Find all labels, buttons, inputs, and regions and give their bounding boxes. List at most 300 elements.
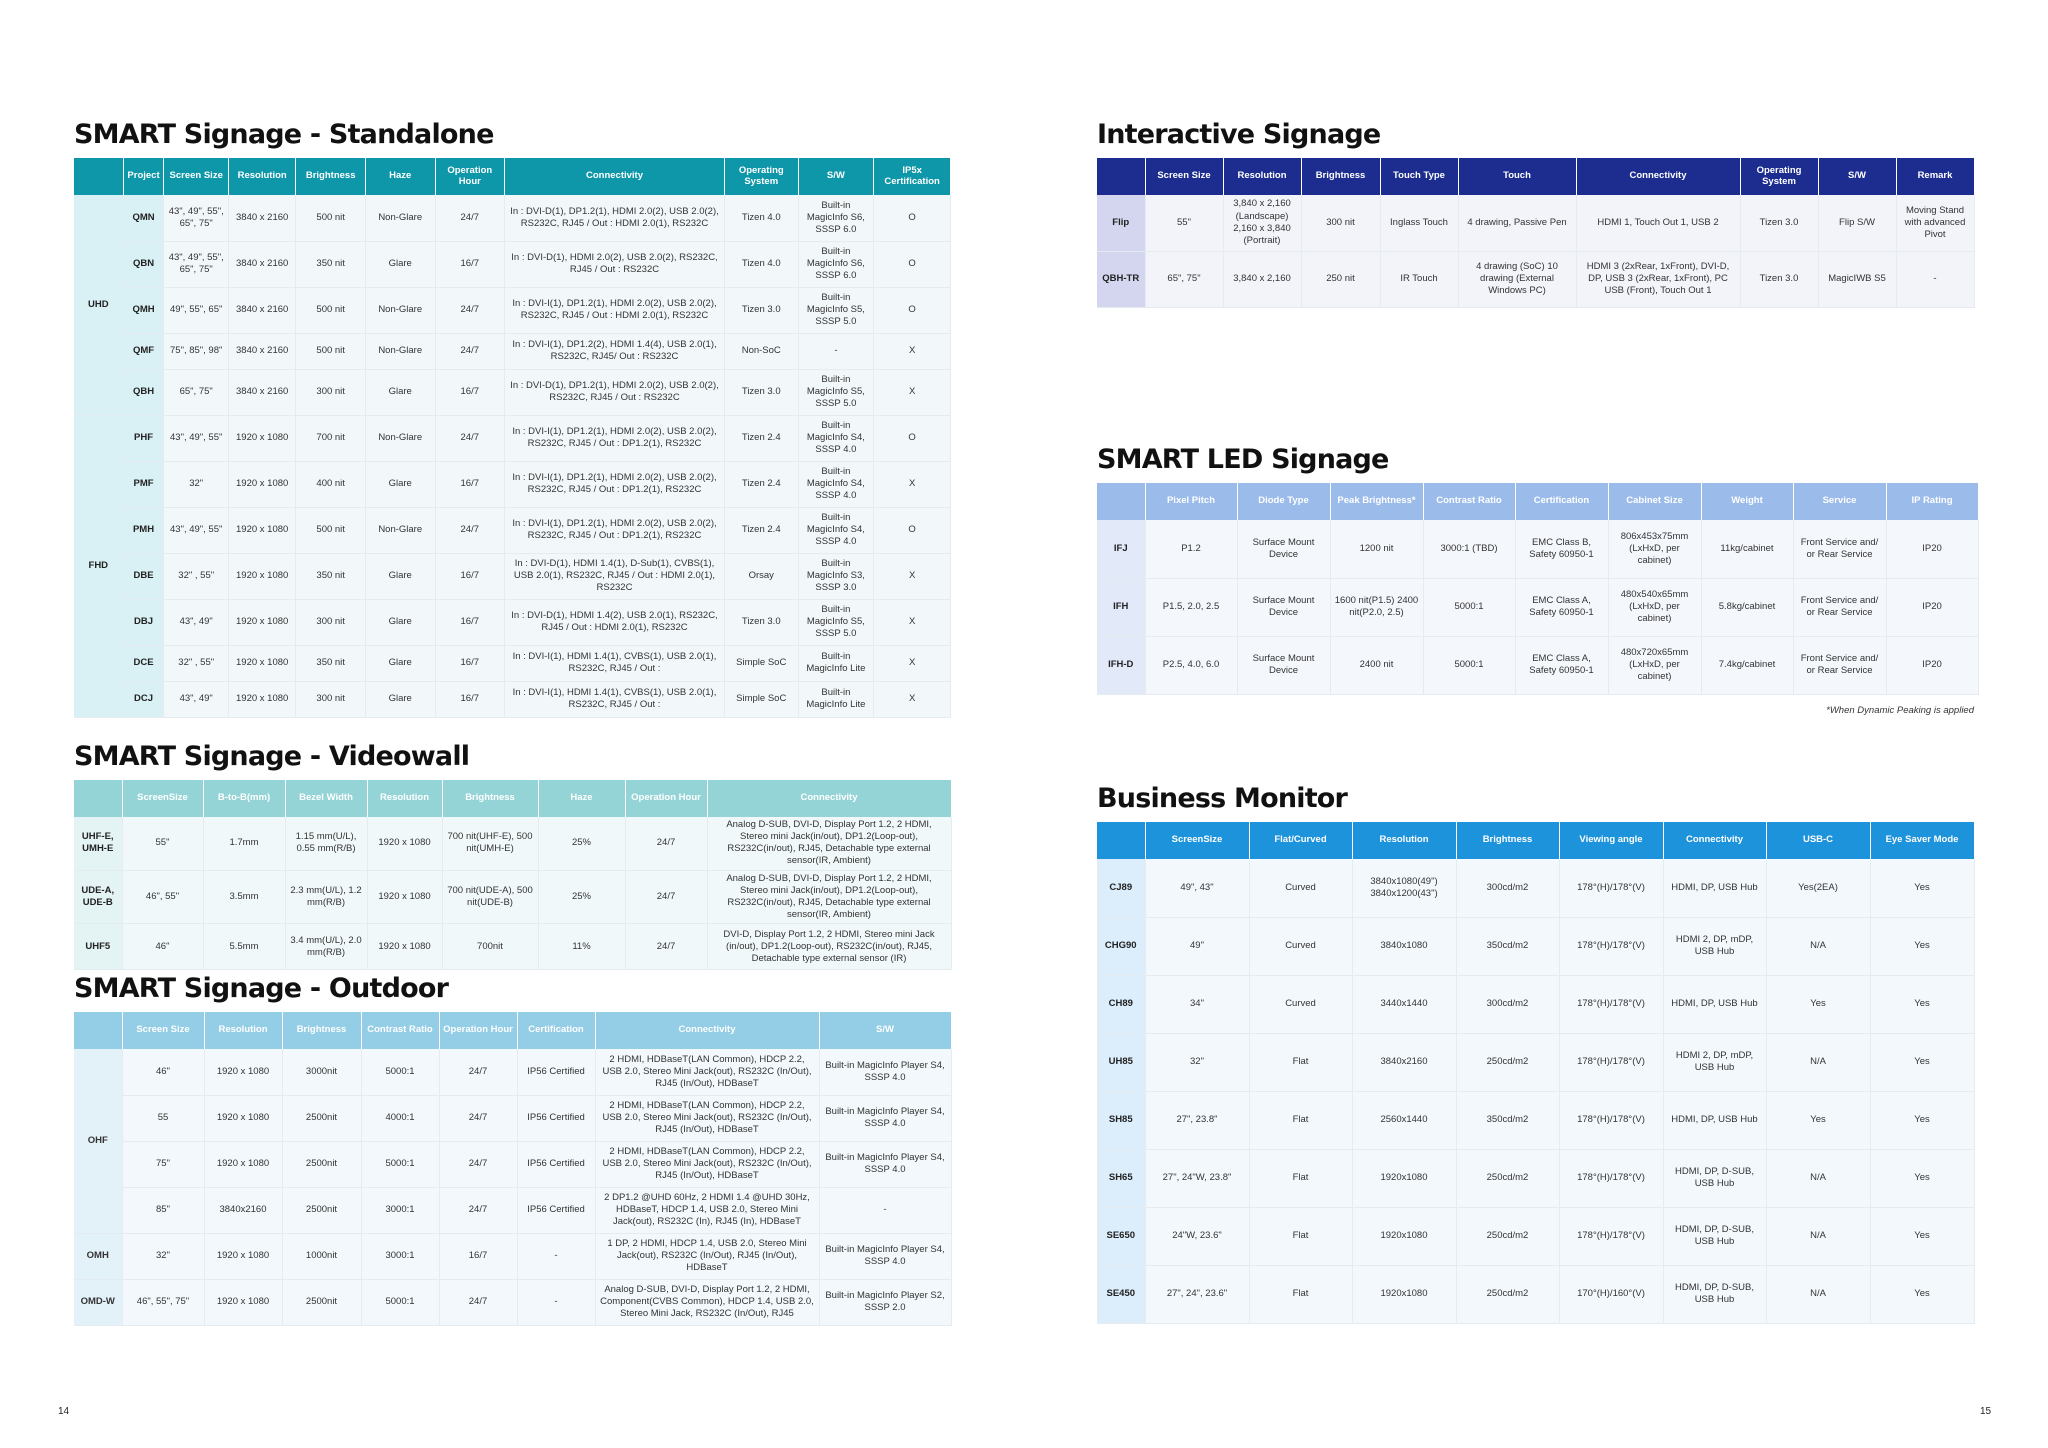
- outdoor-cell: Analog D-SUB, DVI-D, Display Port 1.2, 2 HDMI, Component(CVBS Common), HDCP 1.4, USB 2.0, Stereo Mini Jack, RS232C (In/Out), RJ45: [595, 1279, 819, 1325]
- standalone-cell: 400 nit: [296, 461, 366, 507]
- interactive-cell: MagicIWB S5: [1818, 251, 1896, 307]
- business-header: [1097, 822, 1145, 859]
- outdoor-cell: 85": [122, 1187, 204, 1233]
- led-cell: EMC Class A, Safety 60950-1: [1515, 636, 1608, 694]
- business-row-label: CHG90: [1097, 917, 1145, 975]
- business-cell: 178°(H)/178°(V): [1559, 1091, 1663, 1149]
- interactive-cell: IR Touch: [1380, 251, 1458, 307]
- standalone-cell: Non-Glare: [365, 195, 435, 241]
- business-section: [1097, 785, 1974, 1324]
- led-header: Diode Type: [1237, 483, 1330, 520]
- outdoor-title: SMART Signage - Outdoor: [74, 973, 449, 1004]
- outdoor-row: [74, 1049, 951, 1095]
- standalone-cell: -: [798, 333, 874, 369]
- videowall-title: SMART Signage - Videowall: [74, 741, 470, 772]
- business-row: [1097, 975, 1974, 1033]
- led-cell: IP20: [1886, 636, 1978, 694]
- outdoor-table: [74, 1012, 952, 1326]
- standalone-cell: Built-in MagicInfo S4, SSSP 4.0: [798, 461, 874, 507]
- outdoor-cell: -: [819, 1187, 951, 1233]
- videowall-cell: 700 nit(UDE-A), 500 nit(UDE-B): [442, 870, 538, 924]
- outdoor-cell: IP56 Certified: [517, 1049, 595, 1095]
- business-cell: Flat: [1249, 1265, 1352, 1323]
- videowall-cell: DVI-D, Display Port 1.2, 2 HDMI, Stereo mini Jack (in/out), DP1.2(Loop-out), RS232C(in/out), RJ45, Detachable type external sensor (IR): [707, 924, 951, 970]
- standalone-row-label: DCE: [123, 645, 164, 681]
- standalone-cell: 24/7: [435, 287, 505, 333]
- standalone-row-label: PHF: [123, 415, 164, 461]
- business-cell: 24"W, 23.6": [1145, 1207, 1249, 1265]
- standalone-cell: O: [874, 287, 951, 333]
- business-cell: 49", 43": [1145, 859, 1249, 917]
- outdoor-cell: 2500nit: [282, 1187, 361, 1233]
- standalone-cell: Non-SoC: [724, 333, 798, 369]
- videowall-row: [74, 924, 951, 970]
- outdoor-group-label: OHF: [74, 1049, 122, 1233]
- standalone-header: Project: [123, 158, 164, 195]
- outdoor-row: [74, 1141, 951, 1187]
- standalone-header: Haze: [365, 158, 435, 195]
- standalone-cell: 49", 55", 65": [164, 287, 228, 333]
- business-cell: Flat: [1249, 1149, 1352, 1207]
- standalone-cell: In : DVI-D(1), DP1.2(1), HDMI 2.0(2), USB 2.0(2), RS232C, RJ45 / Out : HDMI 2.0(1), RS232C: [505, 195, 725, 241]
- standalone-cell: O: [874, 241, 951, 287]
- standalone-cell: 16/7: [435, 681, 505, 717]
- business-cell: 3840x1080: [1352, 917, 1456, 975]
- business-cell: 32": [1145, 1033, 1249, 1091]
- standalone-cell: In : DVI-I(1), HDMI 1.4(1), CVBS(1), USB 2.0(1), RS232C, RJ45 / Out :: [505, 645, 725, 681]
- outdoor-cell: 3840x2160: [204, 1187, 282, 1233]
- outdoor-cell: 2 DP1.2 @UHD 60Hz, 2 HDMI 1.4 @UHD 30Hz, HDBaseT, HDCP 1.4, USB 2.0, Stereo Mini Jack(out), RS232C (In), RJ45 (In), HDBaseT: [595, 1187, 819, 1233]
- standalone-cell: 16/7: [435, 553, 505, 599]
- led-table: [1097, 483, 1979, 695]
- business-cell: 300cd/m2: [1456, 975, 1559, 1033]
- standalone-row-label: DBJ: [123, 599, 164, 645]
- standalone-cell: Built-in MagicInfo S5, SSSP 5.0: [798, 599, 874, 645]
- standalone-row-label: PMF: [123, 461, 164, 507]
- business-cell: Yes: [1870, 1207, 1974, 1265]
- interactive-row: [1097, 251, 1974, 307]
- business-cell: HDMI, DP, USB Hub: [1663, 1091, 1766, 1149]
- standalone-cell: Glare: [365, 645, 435, 681]
- standalone-cell: In : DVI-I(1), DP1.2(2), HDMI 1.4(4), USB 2.0(1), RS232C, RJ45/ Out : RS232C: [505, 333, 725, 369]
- outdoor-cell: Built-in MagicInfo Player S4, SSSP 4.0: [819, 1141, 951, 1187]
- standalone-cell: In : DVI-D(1), HDMI 1.4(2), USB 2.0(1), RS232C, RJ45 / Out : HDMI 2.0(1), RS232C: [505, 599, 725, 645]
- business-cell: Flat: [1249, 1207, 1352, 1265]
- standalone-cell: 500 nit: [296, 333, 366, 369]
- business-cell: Yes(2EA): [1766, 859, 1870, 917]
- standalone-cell: Orsay: [724, 553, 798, 599]
- led-cell: 480x720x65mm (LxHxD, per cabinet): [1608, 636, 1701, 694]
- standalone-cell: 75", 85", 98": [164, 333, 228, 369]
- business-title: Business Monitor: [1097, 783, 1348, 814]
- standalone-cell: 500 nit: [296, 287, 366, 333]
- standalone-cell: Glare: [365, 681, 435, 717]
- standalone-cell: Simple SoC: [724, 681, 798, 717]
- standalone-cell: Non-Glare: [365, 287, 435, 333]
- standalone-cell: 32" , 55": [164, 553, 228, 599]
- led-section: [1097, 446, 1974, 716]
- business-cell: 300cd/m2: [1456, 859, 1559, 917]
- led-row: [1097, 578, 1978, 636]
- standalone-cell: Tizen 4.0: [724, 195, 798, 241]
- outdoor-header: Connectivity: [595, 1012, 819, 1049]
- videowall-header: Operation Hour: [625, 780, 707, 817]
- business-cell: 3840x1080(49") 3840x1200(43"): [1352, 859, 1456, 917]
- standalone-cell: 1920 x 1080: [228, 599, 296, 645]
- interactive-cell: 250 nit: [1301, 251, 1380, 307]
- standalone-cell: 1920 x 1080: [228, 461, 296, 507]
- standalone-cell: 3840 x 2160: [228, 287, 296, 333]
- outdoor-cell: 24/7: [439, 1279, 517, 1325]
- outdoor-cell: 24/7: [439, 1049, 517, 1095]
- videowall-cell: Analog D-SUB, DVI-D, Display Port 1.2, 2 HDMI, Stereo mini Jack(in/out), DP1.2(Loop-out), RS232C(in/out), RJ45, Detachable type external sensor(IR, Ambient): [707, 817, 951, 870]
- interactive-header: Touch Type: [1380, 158, 1458, 195]
- standalone-cell: Glare: [365, 599, 435, 645]
- standalone-row: [74, 599, 951, 645]
- standalone-row: [74, 645, 951, 681]
- standalone-cell: O: [874, 195, 951, 241]
- videowall-cell: 24/7: [625, 817, 707, 870]
- standalone-cell: O: [874, 415, 951, 461]
- business-cell: N/A: [1766, 1033, 1870, 1091]
- led-row: [1097, 636, 1978, 694]
- led-cell: EMC Class A, Safety 60950-1: [1515, 578, 1608, 636]
- business-cell: N/A: [1766, 1265, 1870, 1323]
- standalone-group-label: UHD: [74, 195, 123, 415]
- standalone-row-label: QMH: [123, 287, 164, 333]
- led-header: Cabinet Size: [1608, 483, 1701, 520]
- interactive-header: Screen Size: [1145, 158, 1223, 195]
- business-cell: 250cd/m2: [1456, 1033, 1559, 1091]
- business-header: USB-C: [1766, 822, 1870, 859]
- business-cell: Curved: [1249, 917, 1352, 975]
- led-header: Peak Brightness*: [1330, 483, 1423, 520]
- business-cell: 178°(H)/178°(V): [1559, 1033, 1663, 1091]
- videowall-cell: 3.5mm: [203, 870, 285, 924]
- led-cell: EMC Class B, Safety 60950-1: [1515, 520, 1608, 578]
- standalone-row-label: QBH: [123, 369, 164, 415]
- outdoor-cell: 2 HDMI, HDBaseT(LAN Common), HDCP 2.2, USB 2.0, Stereo Mini Jack(out), RS232C (In/Out), RJ45 (In/Out), HDBaseT: [595, 1141, 819, 1187]
- standalone-cell: Tizen 2.4: [724, 507, 798, 553]
- outdoor-header: Contrast Ratio: [361, 1012, 439, 1049]
- standalone-row-label: DCJ: [123, 681, 164, 717]
- standalone-cell: 24/7: [435, 415, 505, 461]
- standalone-cell: In : DVI-I(1), DP1.2(1), HDMI 2.0(2), USB 2.0(2), RS232C, RJ45 / Out : DP1.2(1), RS232C: [505, 461, 725, 507]
- led-cell: P1.2: [1145, 520, 1237, 578]
- outdoor-header: Certification: [517, 1012, 595, 1049]
- business-cell: 3840x2160: [1352, 1033, 1456, 1091]
- standalone-cell: 1920 x 1080: [228, 645, 296, 681]
- led-cell: Surface Mount Device: [1237, 520, 1330, 578]
- outdoor-header: Resolution: [204, 1012, 282, 1049]
- standalone-cell: 65", 75": [164, 369, 228, 415]
- outdoor-header: [74, 1012, 122, 1049]
- standalone-cell: 300 nit: [296, 599, 366, 645]
- business-cell: Yes: [1870, 1265, 1974, 1323]
- standalone-cell: 500 nit: [296, 507, 366, 553]
- led-header: IP Rating: [1886, 483, 1978, 520]
- interactive-cell: -: [1896, 251, 1974, 307]
- videowall-row: [74, 870, 951, 924]
- videowall-table: [74, 780, 952, 970]
- standalone-cell: 43", 49", 55", 65", 75": [164, 195, 228, 241]
- business-row-label: SE650: [1097, 1207, 1145, 1265]
- business-header: Viewing angle: [1559, 822, 1663, 859]
- led-cell: IP20: [1886, 578, 1978, 636]
- standalone-cell: 32" , 55": [164, 645, 228, 681]
- standalone-cell: 43", 49": [164, 599, 228, 645]
- business-cell: Yes: [1870, 1091, 1974, 1149]
- outdoor-section: [74, 975, 951, 1326]
- outdoor-cell: IP56 Certified: [517, 1095, 595, 1141]
- interactive-header: Remark: [1896, 158, 1974, 195]
- standalone-header: Operation Hour: [435, 158, 505, 195]
- business-cell: 250cd/m2: [1456, 1265, 1559, 1323]
- business-cell: 178°(H)/178°(V): [1559, 1149, 1663, 1207]
- videowall-row: [74, 817, 951, 870]
- videowall-cell: 2.3 mm(U/L), 1.2 mm(R/B): [285, 870, 367, 924]
- outdoor-cell: -: [517, 1279, 595, 1325]
- standalone-cell: X: [874, 553, 951, 599]
- led-row: [1097, 520, 1978, 578]
- led-header: [1097, 483, 1145, 520]
- standalone-cell: Tizen 3.0: [724, 369, 798, 415]
- standalone-cell: 350 nit: [296, 645, 366, 681]
- business-row: [1097, 917, 1974, 975]
- interactive-header: S/W: [1818, 158, 1896, 195]
- standalone-cell: 1920 x 1080: [228, 507, 296, 553]
- business-cell: Flat: [1249, 1033, 1352, 1091]
- standalone-row: [74, 507, 951, 553]
- standalone-cell: 16/7: [435, 645, 505, 681]
- interactive-cell: Flip S/W: [1818, 195, 1896, 251]
- business-row: [1097, 1149, 1974, 1207]
- videowall-row-label: UDE-A, UDE-B: [74, 870, 122, 924]
- videowall-header: B-to-B(mm): [203, 780, 285, 817]
- standalone-cell: 16/7: [435, 241, 505, 287]
- business-cell: 250cd/m2: [1456, 1207, 1559, 1265]
- standalone-cell: Built-in MagicInfo Lite: [798, 681, 874, 717]
- business-cell: Flat: [1249, 1091, 1352, 1149]
- led-cell: P1.5, 2.0, 2.5: [1145, 578, 1237, 636]
- interactive-cell: 4 drawing (SoC) 10 drawing (External Windows PC): [1458, 251, 1576, 307]
- videowall-cell: 1.7mm: [203, 817, 285, 870]
- business-header: Eye Saver Mode: [1870, 822, 1974, 859]
- business-row-label: SH65: [1097, 1149, 1145, 1207]
- business-cell: 49": [1145, 917, 1249, 975]
- led-row-label: IFJ: [1097, 520, 1145, 578]
- videowall-section: [74, 743, 951, 970]
- outdoor-cell: 55: [122, 1095, 204, 1141]
- business-cell: HDMI, DP, D-SUB, USB Hub: [1663, 1265, 1766, 1323]
- business-header: Brightness: [1456, 822, 1559, 859]
- standalone-row: [74, 461, 951, 507]
- business-cell: 170°(H)/160°(V): [1559, 1265, 1663, 1323]
- standalone-cell: Simple SoC: [724, 645, 798, 681]
- led-header: Pixel Pitch: [1145, 483, 1237, 520]
- outdoor-group-label: OMD-W: [74, 1279, 122, 1325]
- standalone-cell: O: [874, 507, 951, 553]
- interactive-row-label: Flip: [1097, 195, 1145, 251]
- standalone-cell: In : DVI-D(1), HDMI 2.0(2), USB 2.0(2), RS232C, RJ45 / Out : RS232C: [505, 241, 725, 287]
- interactive-table: [1097, 158, 1975, 308]
- standalone-row: [74, 369, 951, 415]
- standalone-cell: Non-Glare: [365, 333, 435, 369]
- standalone-cell: Built-in MagicInfo Lite: [798, 645, 874, 681]
- standalone-cell: 24/7: [435, 333, 505, 369]
- interactive-cell: 55": [1145, 195, 1223, 251]
- outdoor-cell: 5000:1: [361, 1141, 439, 1187]
- standalone-cell: X: [874, 369, 951, 415]
- led-cell: 806x453x75mm (LxHxD, per cabinet): [1608, 520, 1701, 578]
- videowall-cell: Analog D-SUB, DVI-D, Display Port 1.2, 2 HDMI, Stereo mini Jack(in/out), DP1.2(Loop-out), RS232C(in/out), RJ45, Detachable type external sensor(IR, Ambient): [707, 870, 951, 924]
- outdoor-cell: Built-in MagicInfo Player S4, SSSP 4.0: [819, 1233, 951, 1279]
- outdoor-group-label: OMH: [74, 1233, 122, 1279]
- outdoor-cell: 75": [122, 1141, 204, 1187]
- business-cell: HDMI 2, DP, mDP, USB Hub: [1663, 917, 1766, 975]
- standalone-header: IP5x Certification: [874, 158, 951, 195]
- led-cell: 480x540x65mm (LxHxD, per cabinet): [1608, 578, 1701, 636]
- videowall-header: Resolution: [367, 780, 442, 817]
- standalone-row-label: QMN: [123, 195, 164, 241]
- outdoor-cell: 1000nit: [282, 1233, 361, 1279]
- business-row-label: CJ89: [1097, 859, 1145, 917]
- led-cell: 5000:1: [1423, 636, 1515, 694]
- videowall-cell: 1.15 mm(U/L), 0.55 mm(R/B): [285, 817, 367, 870]
- outdoor-cell: 1920 x 1080: [204, 1095, 282, 1141]
- standalone-cell: 43", 49", 55", 65", 75": [164, 241, 228, 287]
- business-header: ScreenSize: [1145, 822, 1249, 859]
- led-cell: Front Service and/ or Rear Service: [1793, 520, 1886, 578]
- outdoor-cell: 2500nit: [282, 1141, 361, 1187]
- outdoor-cell: Built-in MagicInfo Player S4, SSSP 4.0: [819, 1095, 951, 1141]
- standalone-cell: 3840 x 2160: [228, 241, 296, 287]
- outdoor-cell: 3000nit: [282, 1049, 361, 1095]
- business-cell: HDMI, DP, USB Hub: [1663, 975, 1766, 1033]
- outdoor-cell: 24/7: [439, 1187, 517, 1233]
- standalone-cell: 43", 49": [164, 681, 228, 717]
- business-cell: 1920x1080: [1352, 1149, 1456, 1207]
- standalone-cell: 16/7: [435, 369, 505, 415]
- standalone-cell: 24/7: [435, 195, 505, 241]
- business-cell: 350cd/m2: [1456, 917, 1559, 975]
- standalone-cell: Tizen 4.0: [724, 241, 798, 287]
- videowall-cell: 1920 x 1080: [367, 817, 442, 870]
- standalone-cell: X: [874, 599, 951, 645]
- business-cell: 1920x1080: [1352, 1207, 1456, 1265]
- outdoor-row: [74, 1279, 951, 1325]
- standalone-cell: 350 nit: [296, 241, 366, 287]
- interactive-cell: 65", 75": [1145, 251, 1223, 307]
- standalone-cell: 300 nit: [296, 681, 366, 717]
- standalone-cell: In : DVI-I(1), DP1.2(1), HDMI 2.0(2), USB 2.0(2), RS232C, RJ45 / Out : HDMI 2.0(1), RS232C: [505, 287, 725, 333]
- standalone-row: [74, 415, 951, 461]
- standalone-cell: Built-in MagicInfo S5, SSSP 5.0: [798, 369, 874, 415]
- videowall-cell: 46", 55": [122, 870, 203, 924]
- outdoor-cell: 46": [122, 1049, 204, 1095]
- standalone-row: [74, 241, 951, 287]
- standalone-cell: 16/7: [435, 461, 505, 507]
- videowall-cell: 11%: [538, 924, 625, 970]
- outdoor-cell: IP56 Certified: [517, 1141, 595, 1187]
- standalone-cell: Tizen 3.0: [724, 287, 798, 333]
- led-cell: IP20: [1886, 520, 1978, 578]
- standalone-header: Screen Size: [164, 158, 228, 195]
- standalone-group-label: FHD: [74, 415, 123, 717]
- business-cell: 34": [1145, 975, 1249, 1033]
- interactive-cell: 3,840 x 2,160: [1223, 251, 1301, 307]
- business-header: Flat/Curved: [1249, 822, 1352, 859]
- interactive-cell: Inglass Touch: [1380, 195, 1458, 251]
- standalone-cell: 700 nit: [296, 415, 366, 461]
- standalone-cell: Tizen 3.0: [724, 599, 798, 645]
- standalone-cell: Built-in MagicInfo S3, SSSP 3.0: [798, 553, 874, 599]
- standalone-cell: 3840 x 2160: [228, 369, 296, 415]
- outdoor-cell: 1 DP, 2 HDMI, HDCP 1.4, USB 2.0, Stereo Mini Jack(out), RS232C (In/Out), RJ45 (In/Out), HDBaseT: [595, 1233, 819, 1279]
- interactive-cell: Tizen 3.0: [1740, 251, 1818, 307]
- interactive-row-label: QBH-TR: [1097, 251, 1145, 307]
- outdoor-cell: 1920 x 1080: [204, 1279, 282, 1325]
- business-cell: 178°(H)/178°(V): [1559, 859, 1663, 917]
- videowall-cell: 46": [122, 924, 203, 970]
- outdoor-cell: 5000:1: [361, 1279, 439, 1325]
- led-cell: 3000:1 (TBD): [1423, 520, 1515, 578]
- led-cell: 5000:1: [1423, 578, 1515, 636]
- standalone-cell: 3840 x 2160: [228, 333, 296, 369]
- videowall-header: ScreenSize: [122, 780, 203, 817]
- business-cell: 178°(H)/178°(V): [1559, 975, 1663, 1033]
- page-number-right: 15: [1980, 1406, 1992, 1417]
- led-row-label: IFH-D: [1097, 636, 1145, 694]
- business-cell: N/A: [1766, 917, 1870, 975]
- business-cell: HDMI, DP, D-SUB, USB Hub: [1663, 1207, 1766, 1265]
- business-row-label: SE450: [1097, 1265, 1145, 1323]
- standalone-row-label: QMF: [123, 333, 164, 369]
- interactive-header: Connectivity: [1576, 158, 1740, 195]
- interactive-header: Resolution: [1223, 158, 1301, 195]
- interactive-header: [1097, 158, 1145, 195]
- videowall-row-label: UHF-E, UMH-E: [74, 817, 122, 870]
- interactive-row: [1097, 195, 1974, 251]
- outdoor-cell: 46", 55", 75": [122, 1279, 204, 1325]
- standalone-section: [74, 121, 951, 718]
- standalone-cell: Glare: [365, 461, 435, 507]
- standalone-cell: Built-in MagicInfo S6, SSSP 6.0: [798, 241, 874, 287]
- standalone-cell: Glare: [365, 369, 435, 415]
- outdoor-header: Screen Size: [122, 1012, 204, 1049]
- business-cell: Yes: [1870, 975, 1974, 1033]
- interactive-cell: 300 nit: [1301, 195, 1380, 251]
- standalone-header: [74, 158, 123, 195]
- standalone-cell: 3840 x 2160: [228, 195, 296, 241]
- interactive-cell: 4 drawing, Passive Pen: [1458, 195, 1576, 251]
- outdoor-cell: 2500nit: [282, 1279, 361, 1325]
- led-cell: Front Service and/ or Rear Service: [1793, 636, 1886, 694]
- business-cell: 3440x1440: [1352, 975, 1456, 1033]
- business-cell: HDMI 2, DP, mDP, USB Hub: [1663, 1033, 1766, 1091]
- interactive-cell: 3,840 x 2,160 (Landscape) 2,160 x 3,840 (Portrait): [1223, 195, 1301, 251]
- standalone-cell: 1920 x 1080: [228, 681, 296, 717]
- business-cell: Yes: [1766, 975, 1870, 1033]
- business-cell: N/A: [1766, 1207, 1870, 1265]
- videowall-cell: 700 nit(UHF-E), 500 nit(UMH-E): [442, 817, 538, 870]
- outdoor-cell: 1920 x 1080: [204, 1233, 282, 1279]
- videowall-header: Haze: [538, 780, 625, 817]
- standalone-cell: 43", 49", 55": [164, 415, 228, 461]
- standalone-cell: In : DVI-I(1), HDMI 1.4(1), CVBS(1), USB 2.0(1), RS232C, RJ45 / Out :: [505, 681, 725, 717]
- outdoor-cell: IP56 Certified: [517, 1187, 595, 1233]
- standalone-cell: Built-in MagicInfo S4, SSSP 4.0: [798, 507, 874, 553]
